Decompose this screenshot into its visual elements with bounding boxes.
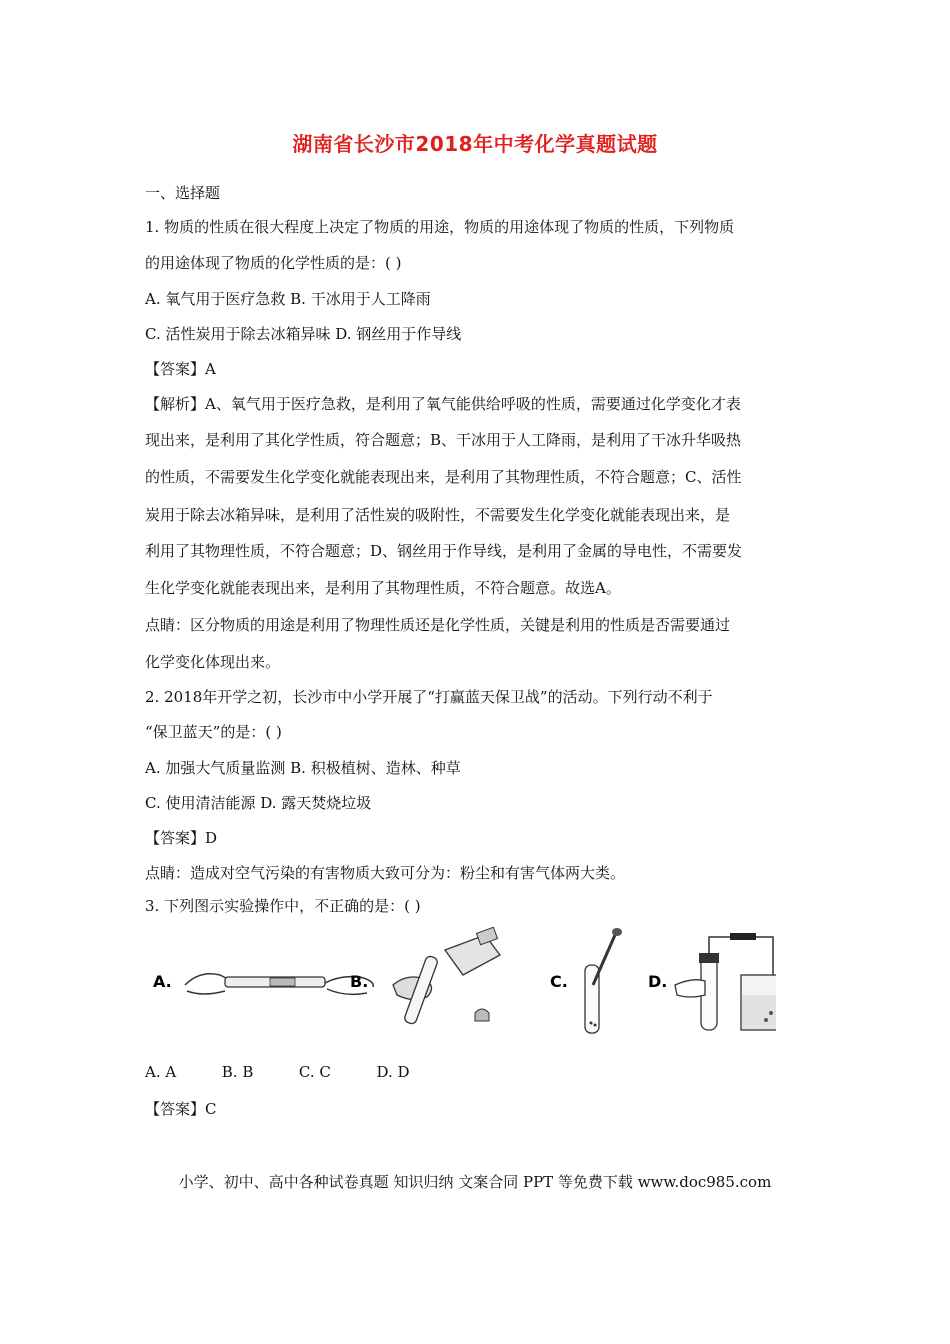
figure-d (648, 933, 776, 1030)
text-line: 利用了其物理性质，不符合题意；D、钢丝用于作导线，是利用了金属的导电性，不需要发 (145, 542, 743, 560)
text-line: A. 加强大气质量监测 B. 积极植树、造林、种草 (145, 759, 461, 777)
text-line: A. 氧气用于医疗急救 B. 干冰用于人工降雨 (145, 290, 431, 308)
option-a: A. A (145, 1063, 177, 1081)
section-heading: 一、选择题 (145, 184, 221, 202)
figure-b (350, 927, 500, 1025)
text-line: C. 使用清洁能源 D. 露天焚烧垃圾 (145, 794, 372, 812)
option-b: B. B (221, 1063, 254, 1081)
figure-label-c: C. (550, 972, 568, 991)
text-line: 生化学变化就能表现出来，是利用了其物理性质，不符合题意。故选A。 (145, 579, 621, 597)
text-line: C. 活性炭用于除去冰箱异味 D. 钢丝用于作导线 (145, 325, 462, 343)
text-line: 现出来，是利用了其化学性质，符合题意；B、干冰用于人工降雨，是利用了干冰升华吸热 (145, 431, 742, 449)
footer: 小学、初中、高中各种试卷真题 知识归纳 文案合同 PPT 等免费下载 www.doc985.com (178, 1173, 772, 1191)
answer-line: 【答案】D (145, 829, 218, 847)
text-line: 的性质，不需要发生化学变化就能表现出来，是利用了其物理性质，不符合题意；C、活性 (145, 468, 742, 486)
page-title: 湖南省长沙市2018年中考化学真题试题 (292, 132, 658, 156)
text-line: 炭用于除去冰箱异味，是利用了活性炭的吸附性，不需要发生化学变化就能表现出来，是 (145, 506, 731, 524)
text-line: 3. 下列图示实验操作中，不正确的是：( ) (145, 897, 421, 915)
text-line: 【解析】A、氧气用于医疗急救，是利用了氧气能供给呼吸的性质，需要通过化学变化才表 (145, 395, 741, 413)
option-c: C. C (298, 1063, 331, 1081)
answer-line: 【答案】A (145, 360, 216, 378)
experiment-figures (145, 925, 776, 1040)
q3-options (145, 1063, 410, 1081)
text-line: 点睛：区分物质的用途是利用了物理性质还是化学性质，关键是利用的性质是否需要通过 (145, 616, 731, 634)
answer-line: 【答案】C (145, 1100, 217, 1118)
figure-c (550, 928, 622, 1033)
text-line: 点睛：造成对空气污染的有害物质大致可分为：粉尘和有害气体两大类。 (145, 864, 626, 882)
text-line: 2. 2018年开学之初，长沙市中小学开展了“打赢蓝天保卫战”的活动。下列行动不利于 (145, 688, 713, 706)
figure-a (153, 972, 373, 994)
text-line: 的用途体现了物质的化学性质的是：( ) (145, 254, 402, 272)
figure-label-b: B. (350, 972, 369, 991)
text-line: “保卫蓝天”的是：( ) (145, 723, 282, 741)
text-line: 1. 物质的性质在很大程度上决定了物质的用途，物质的用途体现了物质的性质，下列物质 (145, 218, 735, 236)
text-line: 化学变化体现出来。 (145, 653, 281, 671)
figure-label-d: D. (648, 972, 668, 991)
option-d: D. D (376, 1063, 410, 1081)
figure-label-a: A. (153, 972, 172, 991)
